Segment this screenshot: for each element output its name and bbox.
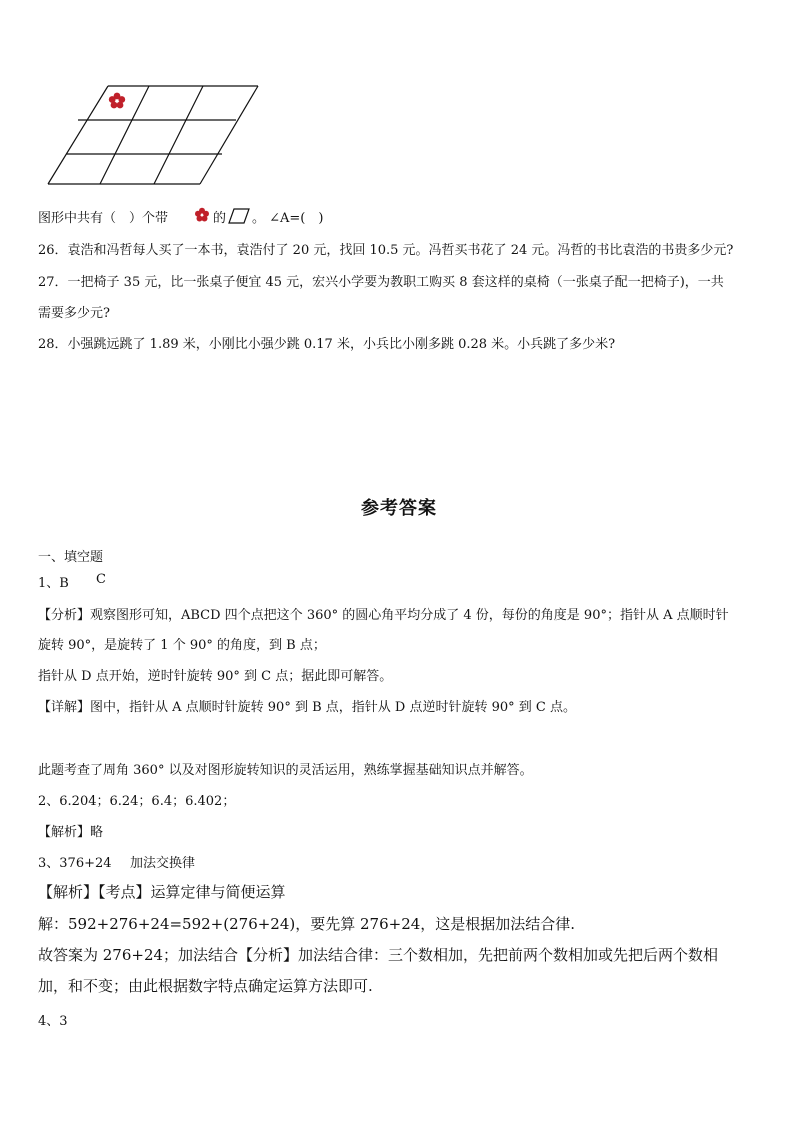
- answer-1-comment: 此题考查了周角 360° 以及对图形旋转知识的灵活运用，熟练掌握基础知识点并解答。: [38, 763, 533, 778]
- answer-3-solution: 解：592+276+24=592+(276+24)，要先算 276+24，这是根据加法结合律.: [38, 915, 576, 933]
- question-28: 28．小强跳远跳了 1.89 米，小刚比小强少跳 0.17 米，小兵比小刚多跳 0.28 米。小兵跳了多少米?: [38, 337, 616, 352]
- answer-3-answer-line2: 加，和不变；由此根据数字特点确定运算方法即可.: [38, 977, 373, 995]
- answer-1-analysis-line3: 指针从 D 点开始，逆时针旋转 90° 到 C 点；据此即可解答。: [38, 669, 393, 684]
- section-heading: 一、填空题: [38, 550, 104, 565]
- parallelogram-grid-figure: [40, 80, 280, 190]
- question-27-line1: 27．一把椅子 35 元，比一张桌子便宜 45 元，宏兴小学要为教职工购买 8 套这样的桌椅（一张桌子配一把椅子)，一共: [38, 275, 724, 290]
- question-27-line2: 需要多少元?: [38, 306, 110, 321]
- answer-3-point: 【解析】【考点】运算定律与简便运算: [38, 883, 286, 901]
- flower-icon: [109, 93, 125, 109]
- answer-2: 2、6.204；6.24；6.4；6.402；: [38, 794, 236, 809]
- answer-1-detail: 【详解】图中，指针从 A 点顺时针旋转 90° 到 B 点，指针从 D 点逆时针旋转 90° 到 C 点。: [38, 700, 576, 715]
- question-25-text-part1: 图形中共有（ ）个带: [38, 211, 169, 226]
- answer-2-analysis: 【解析】略: [38, 825, 104, 840]
- answer-1-analysis-line1: 【分析】观察图形可知，ABCD 四个点把这个 360° 的圆心角平均分成了 4 份，每份的角度是 90°；指针从 A 点顺时针: [38, 608, 729, 623]
- flower-icon: [194, 207, 210, 223]
- answer-4: 4、3: [38, 1014, 68, 1029]
- question-26: 26．袁浩和冯哲每人买了一本书，袁浩付了 20 元，找回 10.5 元。冯哲买书花了 24 元。冯哲的书比袁浩的书贵多少元?: [38, 243, 734, 258]
- answer-1-analysis-line2: 旋转 90°，是旋转了 1 个 90° 的角度，到 B 点；: [38, 638, 326, 653]
- answer-1-c: C: [96, 572, 106, 587]
- parallelogram-icon: [228, 208, 250, 224]
- answer-3-answer-line1: 故答案为 276+24；加法结合【分析】加法结合律：三个数相加，先把前两个数相加或先把后两个数相: [38, 946, 719, 964]
- answers-title: 参考答案: [361, 498, 437, 519]
- answer-3-number: 3、376+24: [38, 856, 112, 871]
- answer-1-number: 1、B: [38, 576, 69, 591]
- question-25-text-part3: 。 ∠A=( ): [252, 211, 324, 226]
- answer-3-law: 加法交换律: [130, 856, 196, 871]
- question-25-text-part2: 的: [213, 211, 227, 226]
